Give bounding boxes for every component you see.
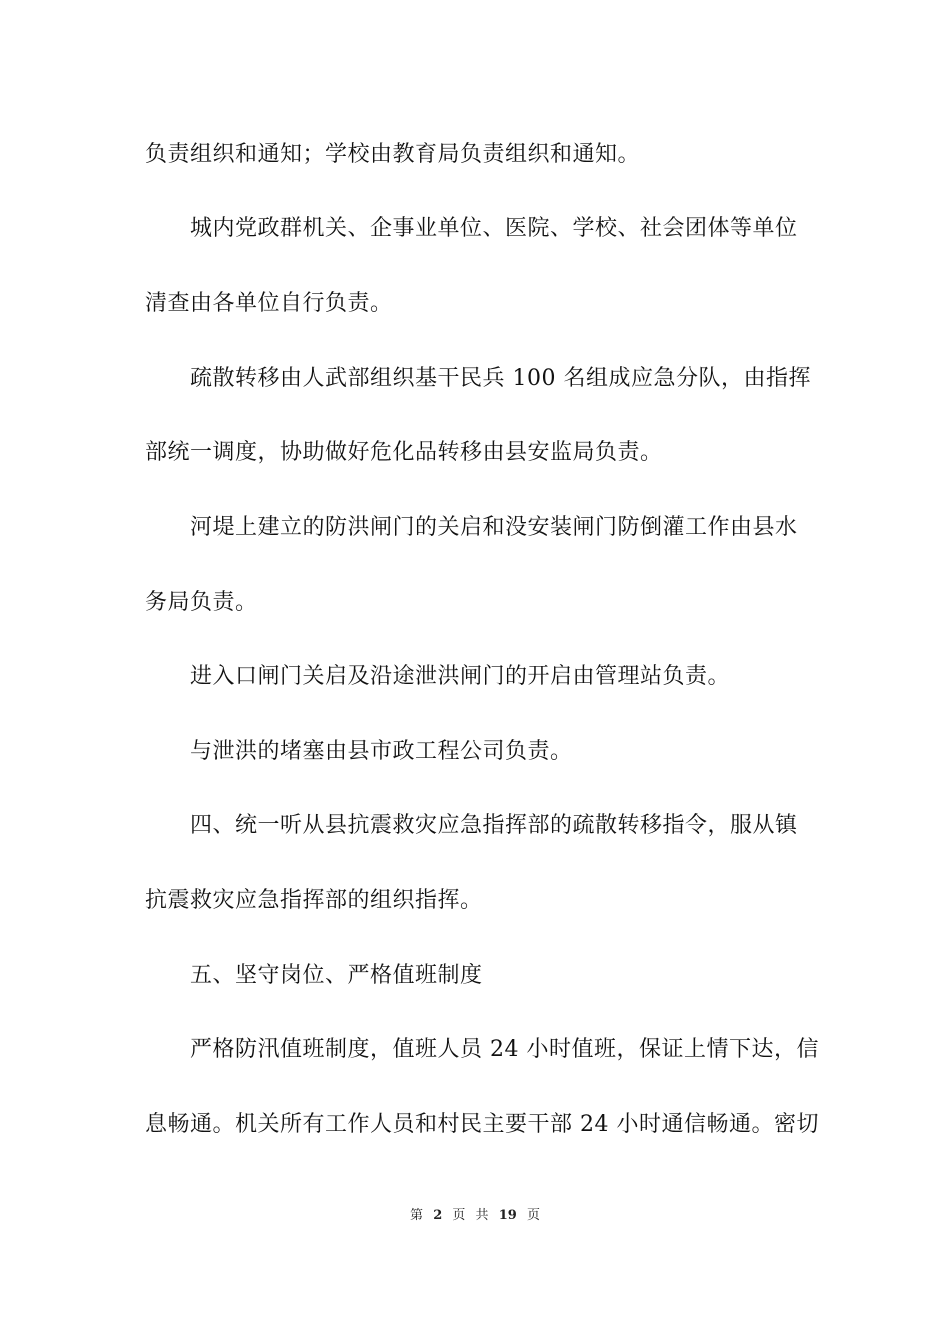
footer-page-word: 页	[452, 1208, 466, 1223]
paragraph-line-9: 与泄洪的堵塞由县市政工程公司负责。	[190, 739, 573, 764]
paragraph-line-11: 抗震救灾应急指挥部的组织指挥。	[145, 888, 483, 913]
paragraph-line-1: 负责组织和通知；学校由教育局负责组织和通知。	[145, 142, 641, 167]
paragraph-line-10: 四、统一听从县抗震救灾应急指挥部的疏散转移指令，服从镇	[190, 813, 798, 838]
paragraph-line-6: 河堤上建立的防洪闸门的关启和没安装闸门防倒灌工作由县水	[190, 515, 798, 540]
footer-total-pages: 19	[498, 1208, 517, 1223]
paragraph-line-13: 严格防汛值班制度，值班人员 24 小时值班，保证上情下达，信	[190, 1037, 819, 1062]
paragraph-line-12: 五、坚守岗位、严格值班制度	[190, 963, 483, 988]
footer-prefix: 第	[410, 1208, 424, 1223]
page-footer	[0, 1207, 950, 1225]
paragraph-line-8: 进入口闸门关启及沿途泄洪闸门的开启由管理站负责。	[190, 664, 731, 689]
paragraph-line-7: 务局负责。	[145, 590, 258, 615]
footer-total-word: 共	[475, 1208, 489, 1223]
paragraph-line-4: 疏散转移由人武部组织基干民兵 100 名组成应急分队，由指挥	[190, 366, 811, 391]
footer-page-number: 2	[433, 1208, 443, 1223]
paragraph-line-14: 息畅通。机关所有工作人员和村民主要干部 24 小时通信畅通。密切	[145, 1112, 819, 1137]
paragraph-line-5: 部统一调度，协助做好危化品转移由县安监局负责。	[145, 440, 663, 465]
paragraph-line-3: 清查由各单位自行负责。	[145, 291, 393, 316]
paragraph-line-2: 城内党政群机关、企事业单位、医院、学校、社会团体等单位	[190, 216, 798, 241]
footer-suffix: 页	[526, 1208, 540, 1223]
